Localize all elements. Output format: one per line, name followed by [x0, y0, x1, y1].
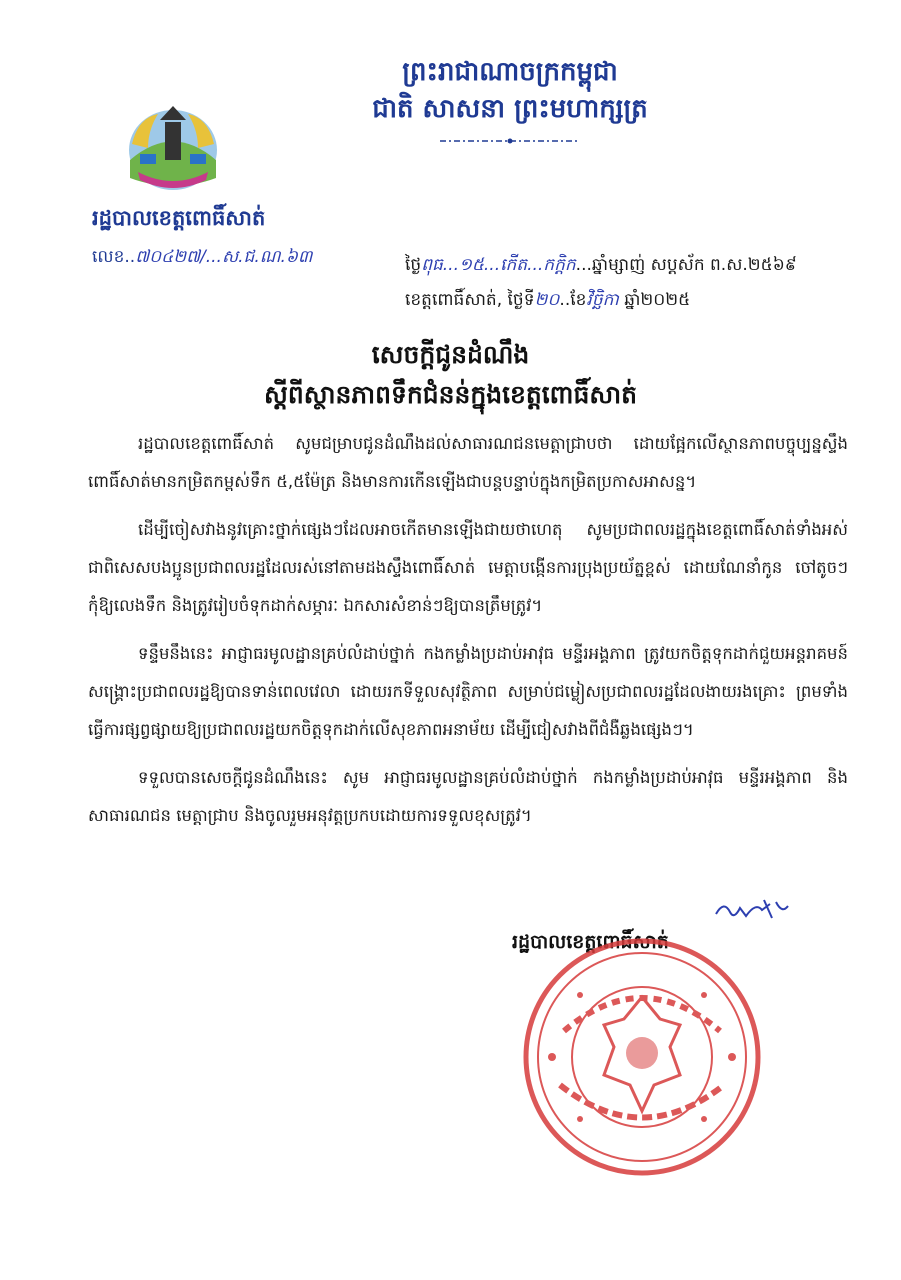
solar-date-day: ២០: [534, 290, 560, 310]
body-paragraph-2: ដើម្បីចៀសវាងនូវគ្រោះថ្នាក់ផ្សេងៗដែលអាចកើតមានឡើងជាយថាហេតុ សូមប្រជាពលរដ្ឋក្នុងខេត្តពោធិ៍សាត់ទាំងអស់ ជាពិសេសបងប្អូនប្រជាពលរដ្ឋដែលរស់នៅតាមដងស្ទឹងពោធិ៍សាត់ មេត្តាបង្កើនការប្រុងប្រយ័ត្នខ្ពស់ ដោយណែនាំកូន ចៅតូចៗ កុំឱ្យលេងទឹក និងត្រូវរៀបចំទុកដាក់សម្ភារៈ ឯកសារសំខាន់ៗឱ្យបានត្រឹមត្រូវ។: [88, 520, 848, 615]
lunar-date-handwritten: ពុធ...១៥...កើត...កក្ដិក: [421, 255, 576, 275]
solar-date-mid: ..ខែ: [559, 290, 587, 310]
kingdom-motto-line1: ព្រះរាជាណាចក្រកម្ពុជា: [402, 57, 618, 87]
notice-body: [88, 425, 848, 845]
solar-date-month: វិច្ឆិកា: [586, 290, 619, 310]
issuing-office-name: រដ្ឋបាលខេត្តពោធិ៍សាត់: [92, 205, 266, 230]
signing-office-name: រដ្ឋបាលខេត្តពោធិ៍សាត់: [512, 931, 669, 953]
lunar-date-suffix: ...ឆ្នាំម្សាញ់ សប្តស័ក ព.ស.២៥៦៩: [575, 255, 797, 275]
ref-handwritten: ៧០៤២៧/...ស.ជ.ណ.៦៣: [135, 247, 313, 267]
solar-date-line: [405, 289, 690, 314]
document-type-title: សេចក្ដីជូនដំណឹង: [371, 340, 530, 369]
body-paragraph-4: ទទួលបានសេចក្តីជូនដំណឹងនេះ សូម អាជ្ញាធរមូលដ្ឋានគ្រប់លំដាប់ថ្នាក់ កងកម្លាំងប្រដាប់អាវុធ មន្ទីរអង្គភាព និងសាធារណជន មេត្តាជ្រាប និងចូលរួមអនុវត្តប្រកបដោយការទទួលខុសត្រូវ។: [88, 768, 848, 825]
official-seal-stamp: [520, 935, 765, 1180]
body-paragraph-1: រដ្ឋបាលខេត្តពោធិ៍សាត់ សូមជម្រាបជូនដំណឹងដល់សាធារណជនមេត្តាជ្រាបថា ដោយផ្អែកលើស្ថានភាពបច្ចុប្បន្នស្ទឹងពោធិ៍សាត់មានកម្រិតកម្ពស់ទឹក ៥,៥ម៉ែត្រ និងមានការកើនឡើងជាបន្តបន្ទាប់ក្នុងកម្រិតប្រកាសអាសន្ន។: [88, 434, 848, 491]
kingdom-motto-line2: ជាតិ សាសនា ព្រះមហាក្សត្រ: [372, 94, 648, 124]
body-paragraph-3: ទន្ទឹមនឹងនេះ អាជ្ញាធរមូលដ្ឋានគ្រប់លំដាប់ថ្នាក់ កងកម្លាំងប្រដាប់អាវុធ មន្ទីរអង្គភាព ត្រូវយកចិត្តទុកដាក់ជួយអន្តរាគមន៍សង្គ្រោះប្រជាពលរដ្ឋឱ្យបានទាន់ពេលវេលា ដោយរកទីទួលសុវត្ថិភាព សម្រាប់ជម្លៀសប្រជាពលរដ្ឋដែលងាយរងគ្រោះ ព្រមទាំងធ្វើការផ្សព្វផ្សាយឱ្យប្រជាពលរដ្ឋយកចិត្តទុកដាក់លើសុខភាពអនាម័យ ដើម្បីជៀសវាងពីជំងឺឆ្លងផ្សេងៗ។: [88, 644, 848, 739]
solar-date-prefix: ខេត្តពោធិ៍សាត់, ថ្ងៃទី: [405, 290, 535, 310]
ornament-divider: [435, 137, 585, 145]
solar-date-suffix: ឆ្នាំ២០២៥: [618, 290, 691, 310]
lunar-date-line: [405, 254, 797, 279]
document-subject: ស្ដីពីស្ថានភាពទឹកជំនន់ក្នុងខេត្តពោធិ៍សាត់: [264, 380, 637, 409]
ref-prefix: លេខ..: [92, 247, 136, 267]
handwritten-signature: [712, 896, 792, 924]
kingdom-header: [300, 55, 720, 149]
province-emblem-logo: [118, 98, 228, 196]
reference-number: [92, 246, 312, 271]
lunar-date-prefix: ថ្ងៃ: [405, 255, 422, 275]
